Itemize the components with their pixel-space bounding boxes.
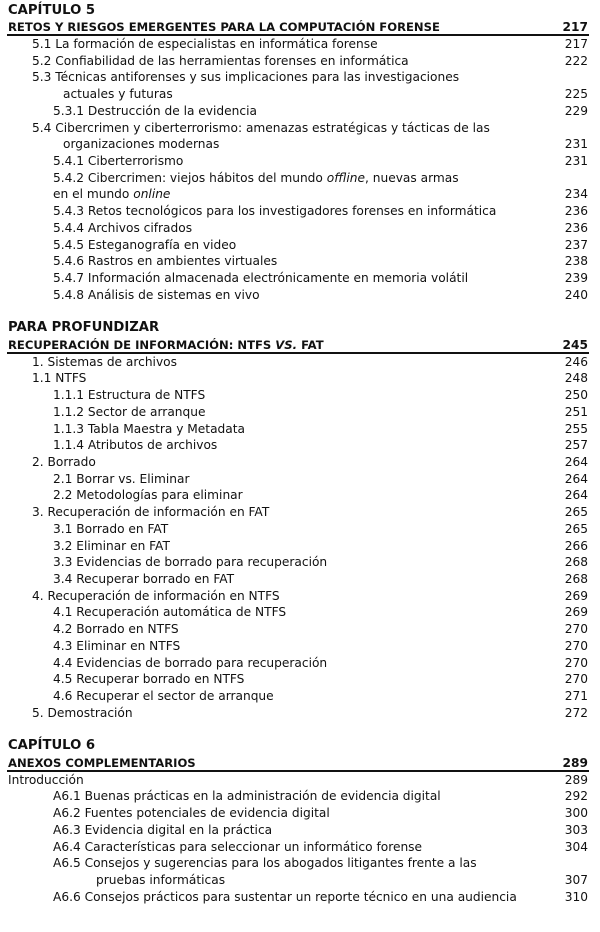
toc-page-number: 271 (564, 689, 588, 704)
toc-page-number: 246 (564, 354, 588, 369)
toc-entry-title: CAPÍTULO 6 (8, 738, 96, 754)
toc-entry-title: A6.4 Características para seleccionar un informático forense (53, 839, 423, 854)
toc-entry-title: 2.2 Metodologías para eliminar (53, 488, 243, 503)
section-heading (0, 755, 600, 772)
toc-entry-title: 4.4 Evidencias de borrado para recuperación (53, 655, 328, 670)
toc-entry (0, 655, 600, 672)
toc-page-number: 229 (564, 103, 588, 118)
chapter-title (0, 320, 600, 337)
toc-entry (0, 855, 600, 872)
toc-page-number: 289 (562, 755, 588, 770)
toc-entry (0, 504, 600, 521)
toc-entry (0, 120, 600, 137)
toc-page-number: 245 (562, 337, 588, 352)
toc-entry-title: 5.4 Cibercrimen y ciberterrorismo: amenazas estratégicas y tácticas de las (32, 120, 490, 135)
toc-entry (0, 588, 600, 605)
toc-page-number: 304 (564, 839, 588, 854)
toc-entry-title: 5.4.1 Ciberterrorismo (53, 153, 184, 168)
toc-page-number: 270 (564, 638, 588, 653)
toc-entry (0, 638, 600, 655)
toc-entry (0, 487, 600, 504)
toc-entry (0, 688, 600, 705)
toc-entry-title: 2.1 Borrar vs. Eliminar (53, 471, 190, 486)
toc-page-number: 234 (564, 187, 588, 202)
toc-entry (0, 772, 600, 789)
toc-page-number: 269 (564, 605, 588, 620)
chapter-title (0, 3, 600, 20)
toc-page-number: 272 (564, 705, 588, 720)
toc-entry (0, 86, 600, 103)
chapter-title (0, 738, 600, 755)
toc-page-number: 231 (564, 153, 588, 168)
toc-page-number: 269 (564, 588, 588, 603)
toc-entry-title: RETOS Y RIESGOS EMERGENTES PARA LA COMPUTACIÓN FORENSE (8, 20, 440, 35)
toc-entry (0, 604, 600, 621)
toc-page-number: 225 (564, 87, 588, 102)
toc-entry (0, 287, 600, 304)
toc-entry (0, 822, 600, 839)
toc-page-number: 270 (564, 672, 588, 687)
toc-entry-title: 5.3.1 Destrucción de la evidencia (53, 103, 257, 118)
toc-entry-title: 3.2 Eliminar en FAT (53, 538, 170, 553)
toc-entry-title: 5.3 Técnicas antiforenses y sus implicaciones para las investigaciones (32, 70, 460, 85)
toc-entry (0, 387, 600, 404)
toc-entry-title: organizaciones modernas (63, 137, 220, 152)
toc-entry-title: 1.1.4 Atributos de archivos (53, 438, 218, 453)
toc-page-number: 257 (564, 438, 588, 453)
toc-entry-title: ANEXOS COMPLEMENTARIOS (8, 755, 196, 770)
toc-entry (0, 538, 600, 555)
toc-entry (0, 103, 600, 120)
toc-page-number: 265 (564, 505, 588, 520)
toc-entry (0, 237, 600, 254)
toc-entry-title: 5.4.4 Archivos cifrados (53, 220, 193, 235)
toc-entry (0, 53, 600, 70)
toc-entry-title: 4.1 Recuperación automática de NTFS (53, 605, 287, 620)
toc-page-number: 268 (564, 555, 588, 570)
toc-entry-title: 2. Borrado (32, 454, 96, 469)
toc-page-number: 236 (564, 220, 588, 235)
toc-entry-title: 5.4.7 Información almacenada electrónicamente en memoria volátil (53, 271, 469, 286)
toc-page-number: 266 (564, 538, 588, 553)
toc-entry (0, 69, 600, 86)
toc-entry-title: 1. Sistemas de archivos (32, 354, 177, 369)
toc-entry (0, 153, 600, 170)
section-heading (0, 19, 600, 36)
toc-entry-title: 5.4.6 Rastros en ambientes virtuales (53, 254, 278, 269)
toc-entry-title: 5.4.2 Cibercrimen: viejos hábitos del mundo offline, nuevas armas (53, 170, 459, 185)
toc-page-number: 238 (564, 254, 588, 269)
toc-entry (0, 404, 600, 421)
toc-entry-title: 1.1 NTFS (32, 371, 87, 386)
toc-entry (0, 788, 600, 805)
toc-page-number: 310 (564, 889, 588, 904)
toc-page-number: 217 (564, 36, 588, 51)
toc-page-number: 264 (564, 488, 588, 503)
toc-entry (0, 705, 600, 722)
toc-entry (0, 36, 600, 53)
toc-entry-title: 3.4 Recuperar borrado en FAT (53, 571, 235, 586)
toc-page-number: 289 (564, 772, 588, 787)
toc-page-number: 300 (564, 806, 588, 821)
section-heading (0, 337, 600, 354)
toc-page-number: 268 (564, 571, 588, 586)
toc-entry-title: A6.3 Evidencia digital en la práctica (53, 822, 273, 837)
toc-page-number: 270 (564, 655, 588, 670)
toc-entry-title: en el mundo online (53, 187, 171, 202)
toc-entry-title: 5.4.5 Esteganografía en video (53, 237, 237, 252)
toc-page-number: 265 (564, 521, 588, 536)
toc-entry (0, 220, 600, 237)
toc-page-number: 217 (562, 20, 588, 35)
toc-entry-title: RECUPERACIÓN DE INFORMACIÓN: NTFS VS. FAT (8, 337, 324, 352)
toc-entry-title: 5.4.8 Análisis de sistemas en vivo (53, 287, 260, 302)
toc-entry (0, 454, 600, 471)
toc-entry (0, 170, 600, 187)
toc-entry-title: 1.1.2 Sector de arranque (53, 404, 206, 419)
toc-entry (0, 571, 600, 588)
toc-page-number: 251 (564, 404, 588, 419)
toc-entry (0, 521, 600, 538)
toc-entry (0, 471, 600, 488)
toc-page-number: 231 (564, 137, 588, 152)
toc-entry-title: A6.2 Fuentes potenciales de evidencia digital (53, 806, 330, 821)
toc-entry-title: actuales y futuras (63, 87, 173, 102)
toc-page-number: 292 (564, 789, 588, 804)
toc-entry-title: 1.1.1 Estructura de NTFS (53, 388, 206, 403)
toc-entry-title: CAPÍTULO 5 (8, 2, 96, 18)
toc-entry (0, 421, 600, 438)
toc-entry-title: 5.1 La formación de especialistas en informática forense (32, 36, 378, 51)
toc-entry-title: 4.6 Recuperar el sector de arranque (53, 689, 274, 704)
toc-page-number: 307 (564, 872, 588, 887)
toc-entry-title: 4.2 Borrado en NTFS (53, 622, 179, 637)
toc-entry-title: 5. Demostración (32, 705, 133, 720)
toc-entry-title: 4.3 Eliminar en NTFS (53, 638, 181, 653)
toc-entry (0, 186, 600, 203)
toc-entry (0, 671, 600, 688)
toc-page-number: 264 (564, 454, 588, 469)
toc-entry-title: A6.1 Buenas prácticas en la administración de evidencia digital (53, 789, 441, 804)
toc-entry (0, 621, 600, 638)
toc-page-number: 250 (564, 388, 588, 403)
toc-entry (0, 839, 600, 856)
toc-entry-title: Introducción (8, 772, 84, 787)
toc-entry-title: 1.1.3 Tabla Maestra y Metadata (53, 421, 246, 436)
toc-page-number: 248 (564, 371, 588, 386)
toc-page-number: 270 (564, 622, 588, 637)
toc-entry (0, 437, 600, 454)
toc-entry-title: pruebas informáticas (96, 872, 226, 887)
toc-entry-title: 4.5 Recuperar borrado en NTFS (53, 672, 245, 687)
toc-entry-title: 3.1 Borrado en FAT (53, 521, 169, 536)
toc-entry (0, 203, 600, 220)
toc-entry-title: 5.2 Confiabilidad de las herramientas forenses en informática (32, 53, 409, 68)
toc-entry-title: A6.5 Consejos y sugerencias para los abogados litigantes frente a las (53, 856, 477, 871)
toc-entry-title: PARA PROFUNDIZAR (8, 320, 160, 336)
toc-entry (0, 136, 600, 153)
toc-entry (0, 270, 600, 287)
toc-page-number: 240 (564, 287, 588, 302)
toc-page-number: 222 (564, 53, 588, 68)
toc-entry-title: 5.4.3 Retos tecnológicos para los investigadores forenses en informática (53, 204, 497, 219)
toc-entry (0, 872, 600, 889)
toc-entry (0, 370, 600, 387)
toc-page-number: 236 (564, 204, 588, 219)
toc-entry (0, 354, 600, 371)
toc-entry (0, 253, 600, 270)
toc-entry-title: 3.3 Evidencias de borrado para recuperación (53, 555, 328, 570)
toc-entry-title: A6.6 Consejos prácticos para sustentar un reporte técnico en una audiencia (53, 889, 517, 904)
toc-page-number: 255 (564, 421, 588, 436)
toc-entry-title: 4. Recuperación de información en NTFS (32, 588, 280, 603)
toc-page-number: 239 (564, 271, 588, 286)
toc-page-number: 264 (564, 471, 588, 486)
toc-entry-title: 3. Recuperación de información en FAT (32, 505, 270, 520)
toc-page-number: 237 (564, 237, 588, 252)
toc-entry (0, 554, 600, 571)
toc-entry (0, 889, 600, 906)
toc-entry (0, 805, 600, 822)
toc-page-number: 303 (564, 822, 588, 837)
